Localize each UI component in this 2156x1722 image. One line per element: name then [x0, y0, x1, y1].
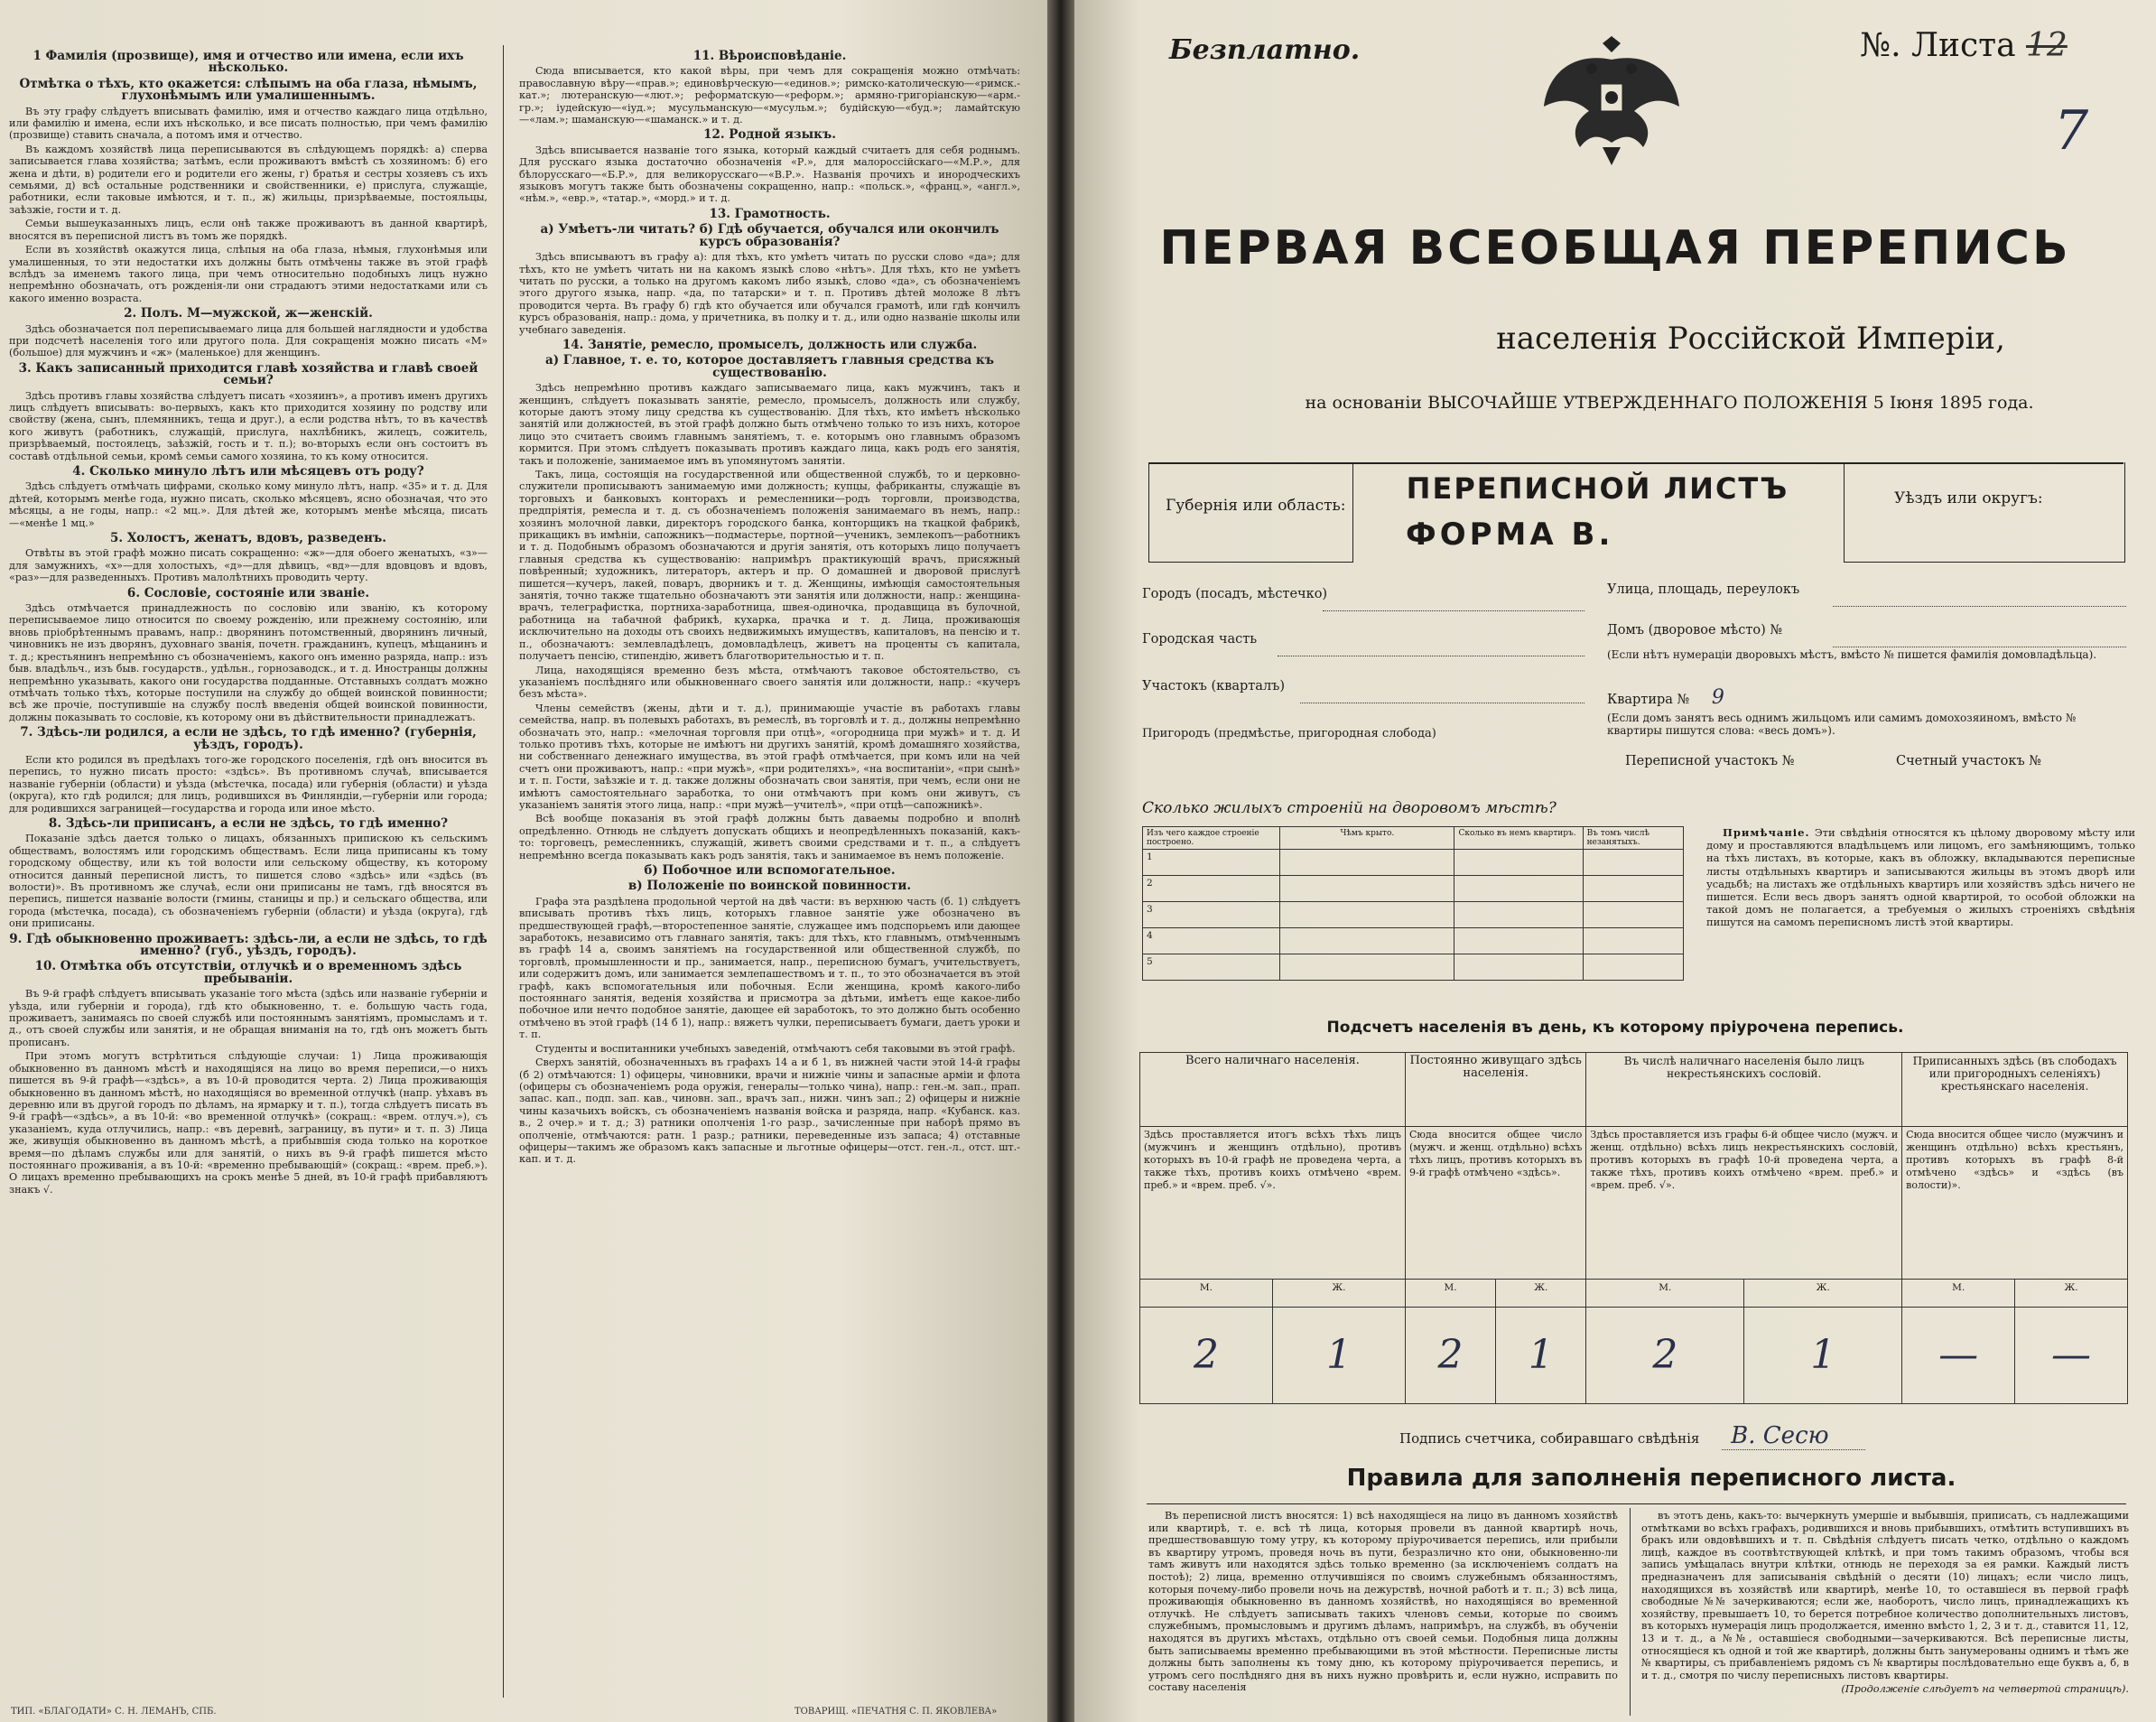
dom-label: Домъ (дворовое мѣсто) №	[1607, 623, 1783, 638]
instruction-heading: в) Положеніе по воинской повинности.	[627, 879, 912, 894]
form-title: ПЕРЕПИСНОЙ ЛИСТЪ	[1406, 471, 1789, 506]
bld-header-vacant: Въ томъ числѣ незанятыхъ.	[1583, 827, 1683, 850]
pop-value-nonpeasant-m[interactable]: 2	[1586, 1308, 1744, 1404]
instruction-paragraph: Студенты и воспитанники учебныхъ заведеній, отмѣчаютъ себя таковыми въ этой графѣ.	[535, 1042, 1016, 1055]
printer-imprint-left: ТИП. «БЛАГОДАТИ» С. Н. ЛЕМАНЪ, СПБ.	[11, 1707, 217, 1717]
enumerator-signature-field[interactable]	[1399, 1422, 1865, 1449]
column-divider	[503, 45, 504, 1698]
uezd-label: Уѣздъ или округъ:	[1894, 489, 2043, 507]
m-label: М.	[1140, 1279, 1273, 1307]
m-label: М.	[1902, 1279, 2015, 1307]
rules-rule	[1147, 1503, 2126, 1504]
instruction-heading: 2. Полъ. М—мужской, ж—женскій.	[124, 306, 373, 321]
instruction-heading: 11. Вѣроисповѣданіе.	[692, 49, 847, 63]
instruction-paragraph: Члены семействъ (жены, дѣти и т. д.), принимающіе участіе въ работахъ главы семейства, напр. въ полевыхъ работахъ, въ ремеслѣ, въ торговлѣ и т. д., должны непремѣнно обозначать это, напр.: «мелочная торговля при отцѣ», «огородница при мужѣ» и т. д. И только противъ тѣхъ, которые не имѣютъ ни другихъ занятій, кромѣ домашняго хозяйства, ни собственнаго денежнаго имущества, въ этой графѣ отмѣчается, при комъ или на чей счетъ они проживаютъ, напр.: «при мужѣ», «при родителяхъ», «на воспитаніи», «при сынѣ» и т. п. Гости, заѣзжіе и т. д. также должны обозначать свои занятія, при чемъ, если они не имѣютъ самостоятельнаго заработка, то они отмѣчаютъ при комъ они живутъ, съ указаніемъ занятія этого лица, напр.: «при мужѣ—учителѣ», «при отцѣ—сапожникѣ».	[519, 702, 1020, 811]
instruction-heading: б) Побочное или вспомогательное.	[644, 863, 896, 878]
instruction-heading: 14. Занятіе, ремесло, промыселъ, должность или служба.	[562, 337, 978, 352]
signature-value: В. Сесю	[1722, 1422, 1864, 1450]
kvartira-field[interactable]	[1607, 686, 2126, 709]
instruction-paragraph: Здѣсь непремѣнно противъ каждаго записываемаго лица, какъ мужчинъ, такъ и женщинъ, слѣдуетъ показывать занятіе, ремесло, промыселъ, должность или службу, которые даютъ этому лицу средства къ существованію. Для тѣхъ, кто имѣетъ нѣсколько занятій или должностей, въ этой графѣ должно быть отмѣчено только то изъ нихъ, которое лицо это считаетъ своимъ главнымъ занятіемъ, т. е. которымъ оно главнымъ образомъ кормится. При этомъ слѣдуетъ показывать противъ каждаго лица, какъ родъ его занятія, такъ и положеніе, занимаемое имъ въ упомянутомъ занятіи.	[519, 382, 1020, 467]
instruction-heading: 1 Фамилія (прозвище), имя и отчество или имена, если ихъ нѣсколько.	[33, 49, 464, 76]
pop-value-perm-f[interactable]: 1	[1496, 1308, 1586, 1404]
chast-field[interactable]	[1142, 632, 1584, 656]
zh-label: Ж.	[1496, 1279, 1586, 1307]
instruction-heading: Отмѣтка о тѣхъ, кто окажется: слѣпымъ на оба глаза, нѣмымъ, глухонѣмымъ или умалишеннымъ.	[19, 76, 478, 104]
buildings-header-row	[1143, 827, 1684, 850]
instruction-heading: 9. Гдѣ обыкновенно проживаетъ: здѣсь-ли, а если не здѣсь, то гдѣ именно? (губ., уѣздъ, городъ).	[9, 931, 488, 959]
bld-row-number: 5	[1143, 954, 1280, 981]
table-row[interactable]	[1143, 902, 1684, 928]
instruction-paragraph: Сверхъ занятій, обозначенныхъ въ графахъ 14 а и б 1, въ нижней части этой 14-й графы (б 2) отмѣчаются: 1) офицеры, чиновники, врачи и нижніе чины и запасные армiи и флота (офицеры съ обозначеніемъ рода оружія, генералы—только чина), напр.: ген.-м. зап., прап. запас. кап., подп. зап. кав., чиновн. зап., врачъ зап., нижн. чинъ зап.; 2) офицеры и нижніе чины казачьихъ войскъ, съ обозначеніемъ названія войска и разряда, напр. «Кубанск. каз. в., 2 очер.» и т. д.; 3) ратники ополченія 1-го разр., зачисленные при наборѣ прямо въ ополченіе, отмѣчаются: ратн. 1 разр.; ратники, переведенные изъ запаса; 4) отставные офицеры—такимъ же образомъ какъ запасные и льготные офицеры—отст. ген.-л., отст. шт.-кап. и т. д.	[519, 1056, 1020, 1166]
note-text: Эти свѣдѣнія относятся къ цѣлому дворовому мѣсту или дому и проставляются владѣльцемъ или лицомъ, его замѣняющимъ, только на тѣхъ листахъ, въ которые, какъ въ обложку, вкладываются переписные листы отдѣльныхъ квартиръ и записываются жильцы въ этомъ дворѣ или усадьбѣ; на листахъ же отдѣльныхъ квартиръ или хозяйствъ здѣсь ничего не пишется. Если весь дворъ занятъ одной квартирой, то особой обложки на такой домъ не полагается, а требуемыя о жилыхъ строеніяхъ свѣдѣнія пишутся на самомъ переписномъ листѣ этой квартиры.	[1706, 826, 2135, 929]
pop-value-total-m[interactable]: 2	[1140, 1308, 1273, 1404]
form-letter: ФОРМА В.	[1406, 517, 1614, 553]
printer-imprint-right: ТОВАРИЩ. «ПЕЧАТНЯ С. П. ЯКОВЛЕВА»	[795, 1707, 998, 1717]
table-row[interactable]	[1143, 954, 1684, 981]
rules-right-text: въ этотъ день, какъ-то: вычеркнуть умершіе и выбывшія, приписать, съ надлежащими отмѣтками во всѣхъ графахъ, родившихся и вновь прибывшихъ, отмѣтить вступившихъ въ бракъ или овдовѣвшихъ и т. п. Свѣдѣнія слѣдуетъ писать четко, отдѣльно о каждомъ лицѣ, каждое въ соотвѣтствующей клѣткѣ, и при томъ такимъ образомъ, чтобы вся запись умѣщалась внутри клѣтки, отнюдь не переходя за ея рамки. Каждый листъ предназначенъ для записыванія свѣдѣній о десяти (10) лицахъ; если число лицъ, находящихся въ хозяйствѣ или квартирѣ, менѣе 10, то оставшіеся въ первой графѣ свободные №№ зачеркиваются; если же, наоборотъ, число лицъ, принадлежащихъ къ хозяйству, превышаетъ 10, то берется потребное количество дополнительныхъ листовъ, въ которыхъ нумерація лицъ продолжается, именно вмѣсто 1, 2, 3 и т. д., ставится 11, 12, 13 и т. д., а №№, оставшіеся свободными—зачеркиваются. Всѣ переписные листы, относящіеся къ одной и той же квартирѣ, должны быть занумерованы однимъ и тѣмъ же № квартиры, съ прибавленіемъ рядомъ съ № квартиры послѣдовательно еще буквъ а, б, в и т. д., смотря по числу переписныхъ листовъ квартиры.	[1641, 1510, 2129, 1681]
rules-column-left	[1148, 1510, 1618, 1696]
pop-col-total-head: Всего наличнаго населенія.	[1140, 1053, 1406, 1127]
instruction-heading: а) Умѣетъ-ли читать? б) Гдѣ обучается, обучался или окончилъ курсъ образованія?	[540, 222, 999, 249]
instruction-heading: 4. Сколько минуло лѣтъ или мѣсяцевъ отъ роду?	[72, 464, 424, 479]
instruction-heading: а) Главное, т. е. то, которое доставляетъ главныя средства къ существованію.	[544, 353, 995, 380]
instruction-heading: 8. Здѣсь-ли приписанъ, а если не здѣсь, то гдѣ именно?	[48, 815, 449, 831]
population-count-title: Подсчетъ населенія въ день, къ которому пріурочена перепись.	[1326, 1019, 1904, 1037]
instruction-heading: 10. Отмѣтка объ отсутствіи, отлучкѣ и о временномъ здѣсь пребываніи.	[34, 959, 462, 986]
sheet-number-crossed: 12	[2025, 27, 2068, 64]
kvartira-note: (Если домъ занятъ весь однимъ жильцомъ или самимъ домохозяиномъ, вмѣсто № квартиры пишутся слова: «весь домъ»).	[1607, 712, 2077, 737]
instruction-paragraph: Здѣсь слѣдуетъ отмѣчать цифрами, сколько кому минуло лѣтъ, напр. «35» и т. д. Для дѣтей, которымъ менѣе года, нужно писать, сколько мѣсяцевъ, ясно обозначая, что это мѣсяцы, а не годы, напр.: «2 мц.». Для дѣтей же, которымъ менѣе мѣсяца, писать—«менѣе 1 мц.»	[9, 480, 488, 529]
pop-value-nonpeasant-f[interactable]: 1	[1744, 1308, 1902, 1404]
chast-label: Городская часть	[1142, 632, 1258, 647]
uchastok-field[interactable]	[1142, 679, 1584, 703]
dom-note: (Если нѣтъ нумераціи дворовыхъ мѣстъ, вмѣсто № пишется фамилія домовладѣльца).	[1607, 648, 2097, 661]
table-row[interactable]	[1143, 850, 1684, 876]
instruction-paragraph: Въ каждомъ хозяйствѣ лица переписываются въ слѣдующемъ порядкѣ: а) сперва записывается глава хозяйства; затѣмъ, если проживаютъ вмѣстѣ съ хозяиномъ: б) его жена и дѣти, в) родители его и родители его жены, г) братья и сестры хозяевъ съ ихъ семьями, д) всѣ остальные родственники и свойственники, е) прислуга, служащіе, работники, если таковые имѣются, и т. п., ж) жильцы, призрѣваемые, постояльцы, заѣзжіе, гости и т. д.	[9, 143, 488, 216]
perepis-uchastok-field[interactable]	[1625, 754, 1794, 768]
instruction-paragraph: Графа эта раздѣлена продольной чертой на двѣ части: въ верхнюю часть (б. 1) слѣдуетъ вписывать противъ тѣхъ лицъ, которыхъ главное занятіе уже обозначено въ предшествующей графѣ,—второстепенное занятіе, служащее имъ подспорьемъ или дающее заработокъ, независимо отъ главнаго занятія, такъ: для тѣхъ, кто главнымъ, отмѣченнымъ въ графѣ 14 а, своимъ занятіемъ на государственной или общественной службѣ, по торговлѣ, промышленности и пр., занимается, напр., переписною бумагъ, учительствуетъ, или содержитъ домъ, или занимается землепашествомъ и т. п., то это обозначается въ этой графѣ, какъ вспомогательныя или побочныя. Если женщина, кромѣ какого-либо постояннаго занятія, веденія хозяйства и присмотра за дѣтьми, имѣетъ еще какое-либо побочное или нечто подобное занятіе, дающее ей заработокъ, то это должно быть особенно отмѣчено въ этой графѣ (14 б 1), напр.: вяжетъ чулки, переписываетъ бумаги, даетъ уроки и т. п.	[519, 895, 1020, 1041]
dom-field[interactable]	[1607, 623, 2126, 647]
instruction-heading: 3. Какъ записанный приходится главѣ хозяйства и главѣ своей семьи?	[18, 360, 479, 388]
census-legal-basis: на основаніи ВЫСОЧАЙШЕ УТВЕРЖДЕННАГО ПОЛОЖЕНІЯ 5 Іюня 1895 года.	[1305, 393, 2034, 413]
gorod-field[interactable]	[1142, 587, 1584, 611]
instructions-column-2	[519, 47, 1020, 1168]
rules-title: Правила для заполненія переписного листа.	[1346, 1465, 1956, 1492]
sheet-number-handwritten: 7	[2054, 99, 2089, 163]
ulitsa-field[interactable]	[1607, 582, 2126, 607]
schetny-uchastok-field[interactable]	[1896, 754, 2041, 768]
sheet-number-text: №. Листа	[1860, 27, 2016, 64]
pop-body-row	[1140, 1126, 2128, 1279]
instruction-paragraph: Здѣсь обозначается пол переписываемаго лица для большей наглядности и удобства при подсчетѣ населенія того или другого пола. Для сокращенія можно писать «М» (большое) для мужчинъ и «ж» (маленькое) для женщинъ.	[9, 322, 488, 359]
instruction-paragraph: Въ эту графу слѣдуетъ вписывать фамилію, имя и отчество каждаго лица отдѣльно, или фамилію и имена, если ихъ нѣсколько, и все писать полностью, при чемъ фамилію (прозвище) ставить сначала, а потомъ имя и отчество.	[9, 105, 488, 142]
pop-col-peasant-body: Сюда вносится общее число (мужчинъ и женщинъ отдѣльно) всѣхъ крестьянъ, противъ которыхъ въ графѣ 8-й отмѣчено «здѣсь» и «здѣсь (въ волости)».	[1902, 1126, 2128, 1279]
imperial-eagle-emblem	[1539, 34, 1684, 170]
bld-row-number: 4	[1143, 928, 1280, 954]
pop-col-nonpeasant-head: Въ числѣ наличнаго населенія было лицъ некрестьянскихъ сословій.	[1586, 1053, 1902, 1127]
guberniya-box	[1148, 462, 1353, 563]
perepis-uchastok-label: Переписной участокъ №	[1625, 754, 1795, 768]
rules-column-right	[1641, 1510, 2129, 1698]
instruction-heading: 7. Здѣсь-ли родился, а если не здѣсь, то гдѣ именно? (губернія, уѣздъ, городъ).	[20, 725, 477, 752]
form-title-box	[1352, 462, 1844, 571]
left-page-instructions	[0, 0, 1047, 1722]
instruction-paragraph: Если кто родился въ предѣлахъ того-же городского поселенія, гдѣ онъ вносится въ перепись, то нужно писать просто: «здѣсь». Въ противномъ случаѣ, вписывается названіе губерніи (области) и уѣзда (мѣстечка, посада) или губернія (области) и уѣзда (округа), кто гдѣ родился; для лицъ, родившихся въ Финляндіи,—губерніи или города; для родившихся заграницей—государства и города или иное мѣсто.	[9, 753, 488, 814]
table-row[interactable]	[1143, 928, 1684, 954]
instruction-heading: 13. Грамотность.	[709, 206, 831, 221]
guberniya-label: Губернія или область:	[1166, 497, 1346, 515]
instruction-heading: 5. Холостъ, женатъ, вдовъ, разведенъ.	[110, 531, 386, 546]
population-count-table	[1139, 1052, 2128, 1404]
prigorod-label: Пригородъ (предмѣстье, пригородная слобода)	[1142, 727, 1436, 740]
census-main-title: ПЕРВАЯ ВСЕОБЩАЯ ПЕРЕПИСЬ	[1159, 221, 2071, 275]
pop-col-peasant-head: Приписанныхъ здѣсь (въ слободахъ или пригородныхъ селеніяхъ) крестьянскаго населенія.	[1902, 1053, 2128, 1127]
buildings-question: Сколько жилыхъ строеній на дворовомъ мѣстѣ?	[1142, 799, 1557, 817]
instructions-column-1	[9, 47, 488, 1197]
instruction-paragraph: Сюда вписывается, кто какой вѣры, при чемъ для сокращенія можно отмѣчать: православную вѣру—«прав.»; единовѣрческую—«единов.»; римско-католическую—«римск.-кат.»; лютеранскую—«лют.»; реформатскую—«реформ.»; армяно-григоріанскую—«арм.-гр.»; іудейскую—«іуд.»; мусульманскую—«мусульм.»; будійскую—«буд.»; ламайтскую—«лам.»; шаманскую—«шаманск.» и т. д.	[519, 65, 1020, 126]
bld-header-roof: Чѣмъ крыто.	[1280, 827, 1454, 850]
rules-continue-note: (Продолженіе слѣдуетъ на четвертой страницѣ).	[1841, 1683, 2129, 1696]
prigorod-field[interactable]	[1142, 727, 1584, 740]
pop-col-permanent-head: Постоянно живущаго здѣсь населенія.	[1405, 1053, 1585, 1127]
bld-row-number: 1	[1143, 850, 1280, 876]
pop-mf-row	[1140, 1279, 2128, 1307]
gorod-label: Городъ (посадъ, мѣстечко)	[1142, 587, 1328, 601]
book-spine	[1047, 0, 1074, 1722]
instruction-heading: 6. Сословіе, состояніе или званіе.	[126, 585, 370, 600]
uezd-box	[1844, 462, 2125, 563]
signature-label: Подпись счетчика, собиравшаго свѣдѣнія	[1399, 1430, 1700, 1447]
instruction-paragraph: Здѣсь отмѣчается принадлежность по сословію или званію, къ которому переписываемое лицо относится по своему рожденію, или прежнему состоянію, или вновь пріобрѣтеннымъ правамъ, напр.: дворянинъ потомственный, дворянинъ личный, чиновникъ не изъ дворянъ, духовнаго званія, почетн. гражданинъ, купецъ, мѣщанинъ и т. д.; крестьянинъ непремѣнно съ обозначеніемъ, какого онъ именно разряда, напр.: изъ быв. владѣльч., изъ быв. государств., удѣльн., горнозаводск., и т. д. Иностранцы должны непремѣнно указывать, какого они государства подданные. Отставныхъ солдатъ можно отмѣчать только тѣхъ, которые поступили на службу до общей воинской повинности; всѣ же прочіе, поступившіе на службу послѣ введенія общей воинской повинности, должны показывать то сословіе, къ которому они въ дѣйствительности принадлежатъ.	[9, 602, 488, 723]
note-title: Примѣчаніе.	[1723, 826, 1810, 839]
pop-col-nonpeasant-body: Здѣсь проставляется изъ графы 6-й общее число (мужч. и женщ. отдѣльно) всѣхъ лицъ некрестьянскихъ сословій, противъ которыхъ въ графѣ 10-й проведена черта, а также тѣхъ, противъ коихъ отмѣчено «врем. преб.» и «врем. преб. √».	[1586, 1126, 1902, 1279]
table-row[interactable]	[1143, 876, 1684, 902]
pop-value-peasant-m[interactable]: —	[1902, 1308, 2015, 1404]
zh-label: Ж.	[1272, 1279, 1405, 1307]
m-label: М.	[1586, 1279, 1744, 1307]
pop-values-row[interactable]	[1140, 1308, 2128, 1404]
free-label: Безплатно.	[1169, 34, 1361, 66]
kvartira-label: Квартира №	[1607, 693, 1690, 707]
instruction-heading: 12. Родной языкъ.	[703, 127, 836, 143]
buildings-note	[1706, 826, 2135, 929]
instruction-paragraph: Здѣсь вписываютъ въ графу а): для тѣхъ, кто умѣетъ читать по русски слово «да»; для тѣхъ, кто не умѣетъ читать ни на какомъ языкѣ слово «нѣтъ». Для тѣхъ, кто не умѣетъ читать по русски, а только на другомъ какомъ либо языкѣ, слово «да», съ обозначеніемъ этого другого языка, напр. «да, по татарски» и т. п. Противъ дѣтей моложе 8 лѣтъ проводится черта. Въ графу б) гдѣ кто обучается или обучался грамотѣ, или гдѣ кончилъ курсъ образованія, напр.: дома, у причетника, въ полку и т. д., или одно названіе школы или учебнаго заведенія.	[519, 251, 1020, 336]
pop-value-perm-m[interactable]: 2	[1405, 1308, 1495, 1404]
pop-value-peasant-f[interactable]: —	[2015, 1308, 2128, 1404]
instruction-paragraph: Показаніе здѣсь дается только о лицахъ, обязанныхъ припискою къ сельскимъ обществамъ, волостямъ или городскимъ обществамъ. Если лица приписаны къ тому городскому обществу, или къ той волости или сельскому обществу, къ которому относится данный переписной листъ, то пишется слово «здѣсь» или «здѣсь (въ волости)». Въ противномъ же случаѣ, если они приписаны не тамъ, гдѣ вносятся въ перепись, пишется названіе волости (гмины, станицы и пр.) и сельскаго общества, или города (мѣстечка, посада), съ обозначеніемъ губерніи (области) и уѣзда (округа), гдѣ они приписаны.	[9, 833, 488, 930]
pop-col-permanent-body: Сюда вносится общее число (мужч. и женщ. отдѣльно) всѣхъ тѣхъ лицъ, противъ которыхъ въ 9-й графѣ отмѣчено «здѣсь».	[1405, 1126, 1585, 1279]
instruction-paragraph: Такъ, лица, состоящія на государственной или общественной службѣ, то и церковно-служители прописываютъ занимаемую ими должность; купцы, фабриканты, служащіе въ торговыхъ и банковыхъ конторахъ и ремесленники—родъ торговли, производства, предпріятія, ремесла и т. д. съ обозначеніемъ положенія занимаемаго въ немъ, напр.: хозяинъ молочной лавки, директоръ городского банка, конторщикъ на ткацкой фабрикѣ, прикащикъ въ имѣніи, сапожникъ—подмастерье, портной—ученикъ, землекопъ—работникъ и т. д. Подобнымъ образомъ обозначаются и другія занятія, отъ которыхъ лицо получаетъ главныя средства къ существованію: напримѣръ практикующій врачъ, присяжный повѣренный; художникъ, литераторъ, актеръ и пр. О домашней и дворовой прислугѣ пишется—кучеръ, лакей, поваръ, дворникъ и т. д. Женщины, имѣющія самостоятельныя занятія, точно также тщательно обозначаютъ эти занятія или должности, напр.: женщина-врачъ, телеграфистка, портниха-заработница, швея-одиночка, продавщица въ булочной, работница на табачной фабрикѣ, кухарка, прачка и т. д. Лица, проживающія исключительно на доходы отъ своихъ недвижимыхъ имуществъ, капиталовъ, на пенсію и т. п., обозначаютъ: землевладѣлецъ, домовладѣлецъ, живетъ на проценты съ капитала, получаетъ пенсію, стипендію, живетъ благотворительностью и т. п.	[519, 469, 1020, 663]
instruction-paragraph: Семьи вышеуказанныхъ лицъ, если онѣ также проживаютъ въ данной квартирѣ, вносятся въ переписной листъ въ томъ же порядкѣ.	[9, 218, 488, 242]
bld-row-number: 3	[1143, 902, 1280, 928]
instruction-paragraph: Лица, находящіяся временно безъ мѣста, отмѣчаютъ таковое обстоятельство, съ указаніемъ послѣдняго или обыкновеннаго своего занятія или должности, напр.: «кучеръ безъ мѣста».	[519, 664, 1020, 701]
rules-left-text: Въ переписной листъ вносятся: 1) всѣ находящіеся на лицо въ данномъ хозяйствѣ или квартирѣ, т. е. всѣ тѣ лица, которыя провели въ данной квартирѣ ночь, предшествовавшую тому утру, къ которому пріурочивается перепись, или прибыли въ квартиру утромъ, проведя ночь въ пути, безразлично кто они, обыкновенно-ли тамъ живутъ или находятся здѣсь только временно (за исключеніемъ солдатъ на постоѣ); 2) лица, временно отлучившіяся по своимъ служебнымъ обязанностямъ, которыя почему-либо провели ночь на дежурствѣ, ночной работѣ и т. п.; 3) всѣ лица, проживающія обыкновенно въ данномъ хозяйствѣ, но находящіяся во временной отлучкѣ. Не слѣдуетъ записывать такихъ членовъ семьи, которые по своимъ служебнымъ, промысловымъ и другимъ дѣламъ, напримѣръ, на службѣ, въ обученіи находятся въ другихъ мѣстахъ, отдѣльно отъ своей семьи. Подобныя лица должны быть записываемы временно пребывающими въ этой мѣстности. Переписные листы должны быть заполнены къ тому дню, къ которому пріурочивается перепись, и утромъ сего послѣдняго дня въ нихъ нужно провѣрить и, если нужно, исправить по составу населенія	[1148, 1510, 1618, 1694]
instruction-paragraph: Отвѣты въ этой графѣ можно писать сокращенно: «ж»—для обоего женатыхъ, «з»—для замужнихъ, «х»—для холостыхъ, «д»—для дѣвицъ, «вд»—для вдовцовъ и вдовъ, «раз»—для разведенныхъ. Противъ малолѣтнихъ проводить черту.	[9, 547, 488, 584]
bld-header-flats: Сколько въ немъ квартиръ.	[1454, 827, 1583, 850]
bld-row-number: 2	[1143, 876, 1280, 902]
instruction-paragraph: Здѣсь вписывается названіе того языка, который каждый считаетъ для себя роднымъ. Для русскаго языка достаточно обозначенія «Р.», для малороссійскаго—«М.Р.», для бѣлорусскаго—«Б.Р.», для великорусскаго—«В.Р.». Названія прочихъ и инородческихъ языковъ могутъ также быть обозначены сокращенно, напр.: «польск.», «франц.», «англ.», «нѣм.», «евр.», «татар.», «морд.» и т. д.	[519, 144, 1020, 205]
buildings-table	[1142, 826, 1684, 981]
instruction-paragraph: Здѣсь противъ главы хозяйства слѣдуетъ писать «хозяинъ», а противъ именъ другихъ лицъ слѣдуетъ вписывать: во-первыхъ, какъ кто приходится хозяину по родству или свойству (жена, сынъ, племянникъ, теща и друг.), а если родства нѣтъ, то въ качествѣ кого живутъ (работникъ, служащій, прислуга, нахлѣбникъ, жилецъ, сожитель, призрѣваемый, постоялецъ, заѣзжій, гость и т. п.); во-вторыхъ если онъ состоитъ въ составѣ отдѣльной семьи, кромѣ семьи самого хозяина, то къ кому относится.	[9, 389, 488, 462]
instruction-paragraph: При этомъ могутъ встрѣтиться слѣдующіе случаи: 1) Лица проживающія обыкновенно въ данномъ мѣстѣ и находящіяся на лицо во время переписи,—о нихъ пишется въ 9-й графѣ—«здѣсь», а въ 10-й проводится черта. 2) Лица проживающія обыкновенно въ данномъ мѣстѣ, но находящіяся во временной отлучкѣ (напр. уѣхавъ въ деревню или въ другой городъ по дѣламъ, на ярмарку и т. п.), тогда слѣдуетъ писать въ 9-й графѣ—«здѣсь», а въ 10-й: «во временной отлучкѣ» (сокращ.: «врем. отлуч.»), съ указаніемъ, куда отлучились, напр.: «въ деревнѣ, заграницу, въ пути» и т. п. 3) Лица же, живущія обыкновенно въ данномъ мѣстѣ, а прибывшія сюда только на короткое время—по дѣламъ службы или для занятій, о нихъ въ 9-й графѣ пишется мѣсто постояннаго проживанія, а въ 10-й: «временно пребывающій» (сокращ.: «врем. преб.»). О лицахъ временно пребывающихъ на срокъ менѣе 5 дней, въ 10-й графѣ прибавляютъ знакъ √.	[9, 1050, 488, 1196]
pop-value-total-f[interactable]: 1	[1272, 1308, 1405, 1404]
schetny-uchastok-label: Счетный участокъ №	[1896, 754, 2042, 768]
instruction-paragraph: Если въ хозяйствѣ окажутся лица, слѣпыя на оба глаза, нѣмыя, глухонѣмыя или умалишенныя, то эти недостатки ихъ должны быть отмѣчены также въ этой графѣ вслѣдъ за именемъ такого лица, при чемъ относительно подобныхъ лицъ нужно непремѣнно обозначать, отъ рожденія-ли они страдаютъ этими недостатками или съ какого именно возраста.	[9, 244, 488, 304]
m-label: М.	[1405, 1279, 1495, 1307]
instruction-paragraph: Въ 9-й графѣ слѣдуетъ вписывать указаніе того мѣста (здѣсь или названіе губерніи и уѣзда, или губерніи и города), гдѣ кто обыкновенно, т. е. большую часть года, проживаетъ, занимаясь по своей службѣ или постояннымъ занятіямъ, промысламъ и т. д., отъ своей службы или занятія, и не обращая вниманія на то, гдѣ онъ можетъ быть прописанъ.	[9, 988, 488, 1048]
uchastok-label: Участокъ (кварталъ)	[1142, 679, 1286, 693]
zh-label: Ж.	[2015, 1279, 2128, 1307]
pop-col-total-body: Здѣсь проставляется итогъ всѣхъ тѣхъ лицъ (мужчинъ и женщинъ отдѣльно), противъ которыхъ въ 10-й графѣ не проведена черта, а также тѣхъ, противъ коихъ отмѣчено «врем. преб.» и «врем. преб. √».	[1140, 1126, 1406, 1279]
right-page-census-form	[1074, 0, 2156, 1722]
rules-divider	[1630, 1508, 1631, 1716]
instruction-paragraph: Всѣ вообще показанія въ этой графѣ должны быть даваемы подробно и вполнѣ опредѣленно. Отнюдь не слѣдуетъ допускать общихъ и неопредѣленныхъ показаній, какъ-то: торговецъ, ремесленникъ, служащій, живетъ своими средствами и т. п., а слѣдуетъ непремѣнно всегда показывать какъ родъ занятія, такъ и занимаемое въ немъ положеніе.	[519, 813, 1020, 861]
census-subtitle: населенія Россійской Имперіи,	[1496, 321, 2005, 357]
zh-label: Ж.	[1744, 1279, 1902, 1307]
ulitsa-label: Улица, площадь, переулокъ	[1607, 582, 1800, 597]
bld-header-material: Изъ чего каждое строеніе построено.	[1143, 827, 1280, 850]
sheet-number-label	[1860, 27, 2068, 64]
kvartira-value: 9	[1711, 686, 1724, 709]
pop-header-row	[1140, 1053, 2128, 1127]
